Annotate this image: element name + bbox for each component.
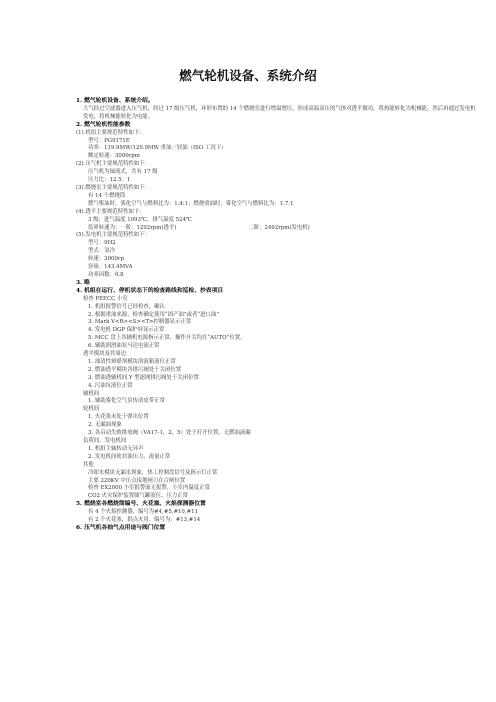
text-line — [76, 438, 476, 446]
text-line — [76, 422, 476, 430]
document-body — [76, 98, 476, 533]
line-text: 3. 略 — [76, 279, 90, 286]
text-line — [76, 296, 476, 304]
line-text: 负荷间、发电机间 — [83, 438, 127, 444]
line-text: 有 2 个火花塞，供点火用。编号为：#13,#14 — [88, 517, 201, 524]
line-text: 3. 燃油透辅机间 Y 型滤网排污阀处于关闭位置 — [88, 374, 199, 381]
text-line — [76, 359, 476, 367]
text-line — [76, 517, 476, 525]
line-text: 2. 发电机间密封油压力、流量正常 — [88, 453, 171, 460]
text-line — [76, 169, 476, 177]
text-line — [76, 248, 476, 256]
line-text: 监界转速为：一阶：1292rpm(透平) — [88, 224, 177, 231]
line-text: 3. Mark V<R><S><T>控制器显示正常 — [88, 319, 192, 326]
line-text: 主要 220KV 中压点接地闸刀在合闸位置 — [88, 477, 186, 484]
section-heading — [76, 501, 476, 509]
text-line — [76, 454, 476, 462]
text-line — [76, 201, 476, 209]
line-text-secondary: 二阶：2492rpm(发电机) — [248, 224, 310, 231]
text-line — [76, 240, 476, 248]
text-line — [76, 375, 476, 383]
text-line — [76, 193, 476, 201]
line-text: 5. 燃烧室各燃烧筒编号、火花塞、火焰探测器位置 — [76, 501, 206, 508]
line-text: 有 4 个火焰控测器，编号为#4,#5,#10,#11 — [88, 509, 198, 516]
text-line — [76, 264, 476, 272]
line-text: 额定转速：3000rpm — [88, 153, 140, 160]
section-heading — [76, 525, 476, 533]
text-line — [76, 130, 476, 138]
line-text: 型号：PG9171E — [88, 137, 130, 144]
line-text: 6. 压气机各抽气点用途与阀门位置 — [76, 524, 166, 531]
text-line — [76, 383, 476, 391]
line-text: 功率因数：0.8 — [88, 271, 124, 278]
line-text: 3. 各启动失败排放阀（VA17-1，2，5）处于打开位置，无燃油滴漏 — [88, 430, 251, 437]
text-line — [76, 462, 476, 470]
text-line — [76, 232, 476, 240]
line-text: (4).透平主要规范特性如下： — [76, 208, 145, 215]
line-text: 6. 辅助润滑油泵马达电流正常 — [88, 343, 160, 350]
text-line — [76, 509, 476, 517]
line-text: 5. MCC 盘上各辅机电源指示正常，操作开关均在“AUTO”位置。 — [88, 335, 246, 342]
line-text: 1. 火花塞未处于弹出位置 — [88, 414, 149, 421]
line-text: (1).机组主要规范特性如下： — [76, 129, 145, 136]
line-text: 2. 燃油透平模块各排污阀处于关闭位置 — [88, 366, 182, 373]
text-line — [76, 446, 476, 454]
line-text: 2. 燃气轮机性能参数 — [76, 121, 131, 128]
section-heading — [76, 122, 476, 130]
text-line — [76, 185, 476, 193]
line-text: (2).压气机主要规范特性如下： — [76, 161, 151, 168]
section-heading — [76, 280, 476, 288]
text-line — [76, 414, 476, 422]
text-line — [76, 256, 476, 264]
line-text: 压气机为轴流式，共有 17 级 — [88, 169, 158, 176]
line-text: 其他 — [83, 461, 94, 468]
text-line — [76, 161, 476, 169]
text-line — [76, 398, 476, 406]
line-text: 透平模块及其周边 — [83, 351, 127, 358]
line-text: 4. 机组在运行、停机状态下的检查路线和巡检、抄表项目 — [76, 287, 224, 294]
line-text: 检查 EX2000 小室报警面无报警，小室内温度正常 — [88, 485, 210, 492]
line-text: 1. 燃气轮机设备、系统介绍。 — [76, 98, 154, 104]
line-text: 1. 机组报警信号已经检查，确认 — [88, 303, 165, 310]
line-text: 功率：119.9MW/120.9MW 重油／轻油（ISO 工况下） — [88, 145, 227, 152]
text-line — [76, 335, 476, 343]
line-text: 2. 无漏油现象 — [88, 422, 122, 429]
line-text: 压力比：12.5：1 — [88, 177, 131, 184]
line-text: 检查 PEECC 小室 — [83, 295, 128, 302]
text-line — [76, 209, 476, 217]
line-text: 转速：3000rp — [88, 256, 124, 263]
text-line — [76, 106, 476, 122]
page-title: 燃气轮机设备、系统介绍 — [179, 68, 317, 83]
text-line — [76, 304, 476, 312]
section-heading — [76, 98, 476, 106]
line-text: 有 14 个燃烧筒 — [88, 192, 126, 199]
line-text: CO2 火灾保护装置储气罐液位、压力正常 — [88, 493, 188, 500]
line-text: (5).发电机主要规范特性如下： — [76, 232, 151, 239]
line-text: 2. 根据重油来源，检查确定使用“固产油”或者“进口油” — [88, 311, 220, 318]
line-text: 1. 油清性辩联剂模块溶液箱液位正常 — [88, 358, 176, 365]
line-text: (3).燃烧室主要规范特性如下： — [76, 185, 151, 191]
line-text: 辅机间 — [83, 390, 100, 397]
text-line — [76, 217, 476, 225]
text-line — [76, 367, 476, 375]
text-line — [76, 177, 476, 185]
line-text: 冷却水模块无漏水现象，热工控制盘信号及指示灯正常 — [88, 469, 218, 476]
line-text: 型式：氢冷 — [88, 248, 115, 255]
text-line — [76, 272, 476, 280]
line-text: 1. 辅助雾化空气泵传动皮带正常 — [88, 398, 165, 405]
section-heading — [76, 288, 476, 296]
line-text: 燃气柴油时，雾化空气与燃料比为：1.4:1；燃烧重油时，雾化空气与燃料比为：1.7:1 — [88, 200, 294, 207]
line-text: 大气经过空滤器进入压气机，经过 17 级压气机，环形布置的 14 个燃烧室进行增温增压，形成高温高压的气体对透平做功，将热能转化为机械能，然后再通过发电机发电，将机械能转化为电能。 — [83, 105, 476, 120]
text-line — [76, 430, 476, 438]
line-text: 4. 污油坑液位正常 — [88, 382, 133, 389]
text-line — [76, 351, 476, 359]
line-text: 轮机间 — [83, 406, 100, 413]
line-text: 4. 发电机 DGP 保护屏显示正常 — [88, 327, 165, 334]
line-text: 型号：9H2 — [88, 240, 116, 247]
text-line — [76, 470, 476, 478]
line-text: 容量：143.4MVA — [88, 264, 133, 271]
text-line — [76, 343, 476, 351]
line-text: 1. 机组主轴转动无异声 — [88, 445, 144, 452]
line-text: 3 级；进气温度 1093℃，排气温度 524℃ — [88, 216, 192, 223]
